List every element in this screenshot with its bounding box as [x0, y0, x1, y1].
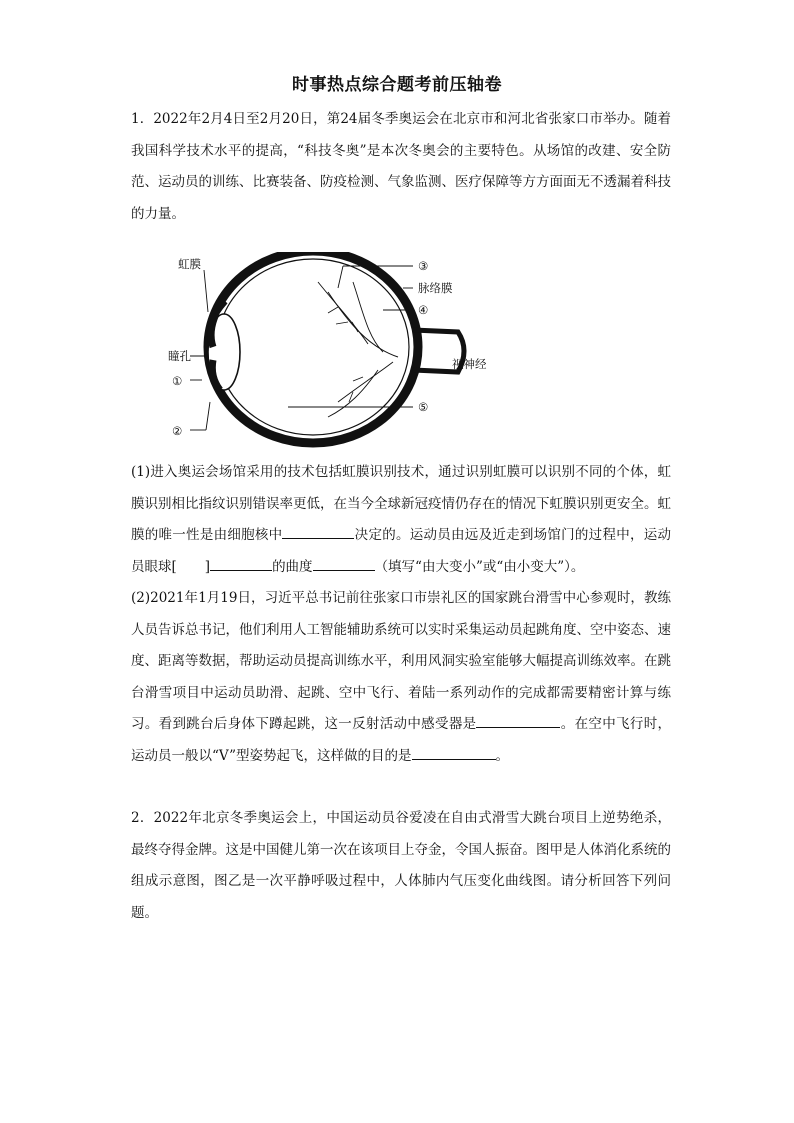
q1-sub1-text-a: (1)进入奥运会场馆采用的技术包括虹膜识别技术，通过识别虹膜可以识别不同的个体，虹膜识别相比指纹识别错误率更低，在当今全球新冠疫情仍存在的情况下虹膜识别更安全。虹膜的唯一性是由细胞核中 [131, 464, 671, 543]
answer-blank[interactable] [282, 524, 354, 539]
q1-sub2-text-b: 。在空中飞行时，运动员一般以“V”型姿势起飞，这样做的目的是 [131, 716, 672, 764]
q1-sub1-text-d: 的曲度 [272, 558, 313, 575]
q1-sub1-text-c: ] [204, 558, 211, 575]
question-1-part-2 [131, 583, 671, 772]
q1-sub1-text-e: （填写“由大变小”或“由小变大”）。 [374, 558, 585, 575]
label-optic-nerve: 视神经 [452, 357, 487, 371]
label-pupil: 瞳孔 [168, 349, 191, 363]
question-2: 2．2022年北京冬季奥运会上，中国运动员谷爱凌在自由式滑雪大跳台项目上逆势绝杀，最终夺得金牌。这是中国健儿第一次在该项目上夺金，令国人振奋。图甲是人体消化系统的组成示意图，图乙是一次平静呼吸过程中，人体肺内气压变化曲线图。请分析回答下列问题。 [131, 810, 671, 921]
q1-sub2-text-c: 。 [495, 747, 510, 764]
answer-blank[interactable] [210, 556, 272, 571]
answer-blank[interactable] [412, 745, 496, 760]
label-iris: 虹膜 [178, 257, 201, 271]
answer-blank[interactable] [476, 713, 560, 728]
label-4: ④ [418, 303, 429, 317]
question-1-intro: 1．2022年2月4日至2月20日，第24届冬季奥运会在北京市和河北省张家口市举办。随着我国科学技术水平的提高，“科技冬奥”是本次冬奥会的主要特色。从场馆的改建、安全防范、运动员的训练、比赛装备、防疫检测、气象监测、医疗保障等方方面面无不透漏着科技的力量。 [131, 111, 671, 222]
answer-blank[interactable] [313, 556, 375, 571]
q1-sub1-text-b: 决定的。运动员由远及近走到场馆门的过程中，运动员眼球[ [131, 527, 672, 575]
page-title: 时事热点综合题考前压轴卷 [292, 75, 502, 95]
question-1-part-1 [131, 457, 671, 583]
label-5: ⑤ [418, 400, 429, 414]
label-choroid: 脉络膜 [418, 281, 453, 295]
label-1: ① [172, 374, 183, 388]
label-2: ② [172, 424, 183, 438]
label-3: ③ [418, 259, 429, 273]
eye-diagram [168, 252, 488, 457]
q1-sub2-text-a: (2)2021年1月19日，习近平总书记前往张家口市崇礼区的国家跳台滑雪中心参观时，教练人员告诉总书记，他们利用人工智能辅助系统可以实时采集运动员起跳角度、空中姿态、速度、距离等数据，帮助运动员提高训练水平，利用风洞实验室能够大幅提高训练效率。在跳台滑雪项目中运动员助滑、起跳、空中飞行、着陆一系列动作的完成都需要精密计算与练习。看到跳台后身体下蹲起跳，这一反射活动中感受器是 [131, 590, 671, 732]
